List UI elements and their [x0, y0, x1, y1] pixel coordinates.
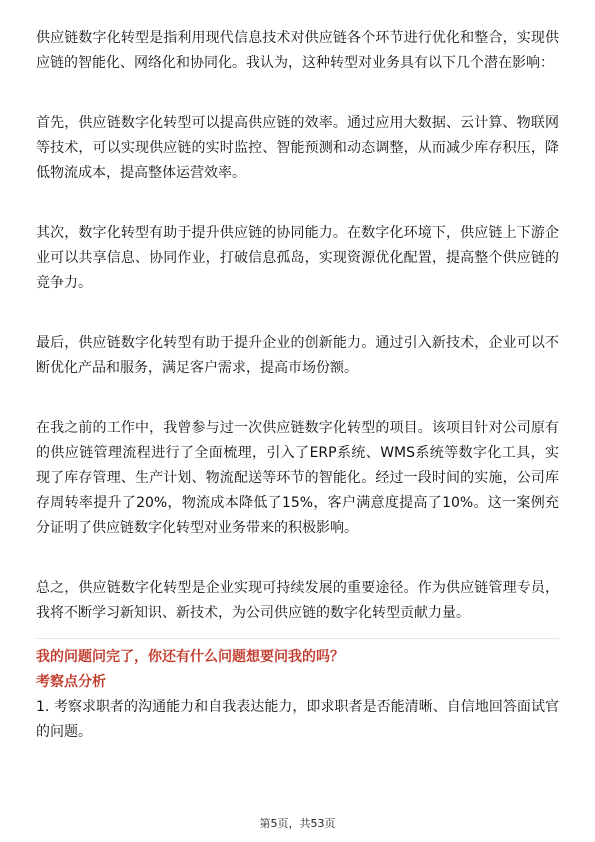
analysis-item: 1. 考察求职者的沟通能力和自我表达能力，即求职者是否能清晰、自信地回答面试官的问题。 [36, 699, 559, 740]
answer-paragraph-intro: 供应链数字化转型是指利用现代信息技术对供应链各个环节进行优化和整合，实现供应链的智能化、网络化和协同化。我认为，这种转型对业务具有以下几个潜在影响： [36, 30, 559, 71]
section-divider [36, 638, 559, 639]
answer-paragraph-first: 首先，供应链数字化转型可以提高供应链的效率。通过应用大数据、云计算、物联网等技术，可以实现供应链的实时监控、智能预测和动态调整，从而减少库存积压，降低物流成本，提高整体运营效率。 [36, 115, 559, 181]
interview-question: 我的问题问完了，你还有什么问题想要问我的吗？ [36, 649, 344, 665]
analysis-heading: 考察点分析 [36, 674, 106, 690]
document-page [36, 26, 559, 745]
answer-paragraph-second: 其次，数字化转型有助于提升供应链的协同能力。在数字化环境下，供应链上下游企业可以共享信息、协同作业，打破信息孤岛，实现资源优化配置，提高整个供应链的竞争力。 [36, 225, 559, 291]
answer-paragraph-third: 最后，供应链数字化转型有助于提升企业的创新能力。通过引入新技术，企业可以不断优化产品和服务，满足客户需求，提高市场份额。 [36, 335, 559, 376]
page-number-footer: 第5页，共53页 [259, 817, 336, 830]
answer-paragraph-conclusion: 总之，供应链数字化转型是企业实现可持续发展的重要途径。作为供应链管理专员，我将不断学习新知识、新技术，为公司供应链的数字化转型贡献力量。 [36, 580, 559, 621]
answer-paragraph-experience: 在我之前的工作中，我曾参与过一次供应链数字化转型的项目。该项目针对公司原有的供应链管理流程进行了全面梳理，引入了ERP系统、WMS系统等数字化工具，实现了库存管理、生产计划、物流配送等环节的智能化。经过一段时间的实施，公司库存周转率提升了20%，物流成本降低了15%，客户满意度提高了10%。这一案例充分证明了供应链数字化转型对业务带来的积极影响。 [36, 420, 559, 536]
